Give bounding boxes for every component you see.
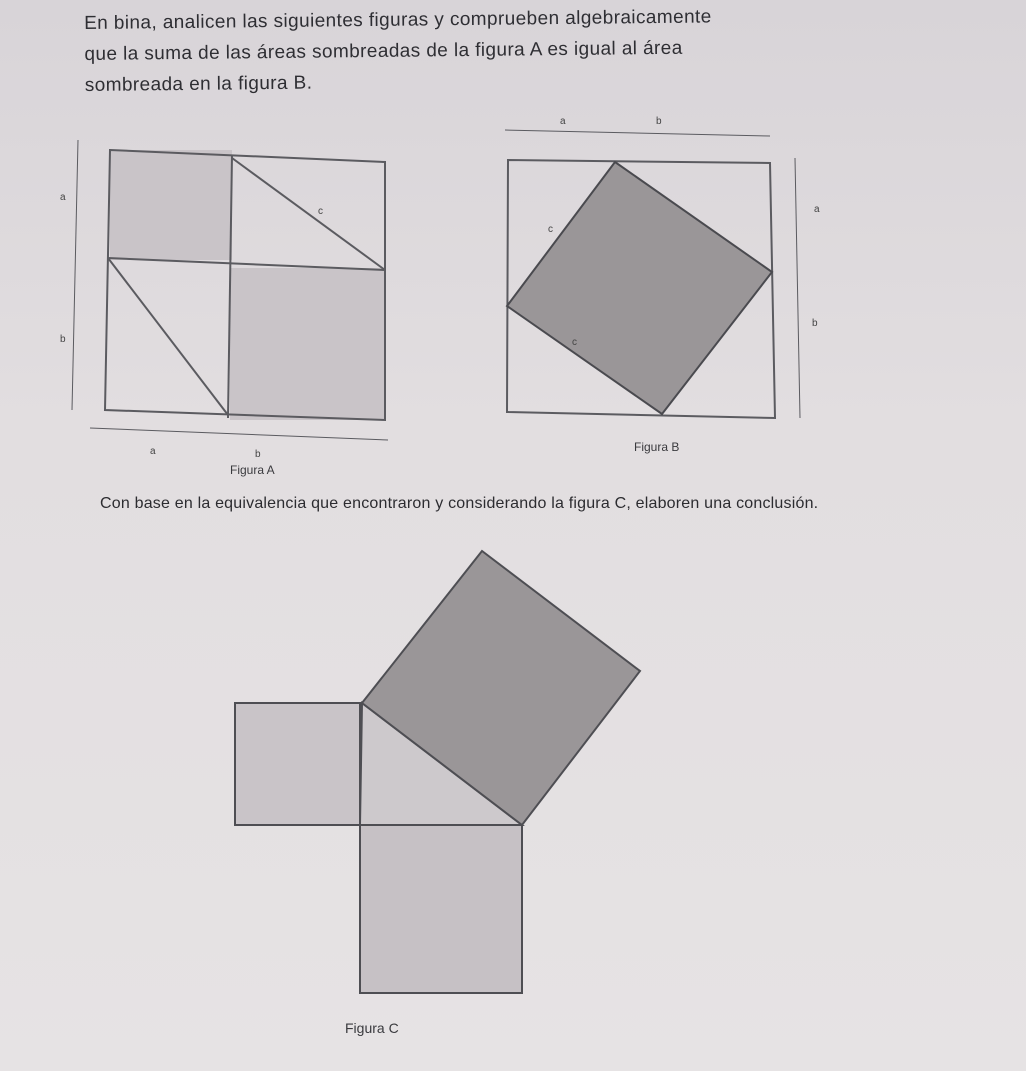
figure-b-label-b-top: b	[656, 116, 662, 127]
conclusion-instruction: Con base en la equivalencia que encontraron y considerando la figura C, elaboren una conclusión.	[100, 495, 819, 512]
figure-a-label-b-bottom: b	[255, 449, 261, 460]
figure-a-top-left-square	[110, 150, 232, 260]
figure-b-top-measure-line	[505, 130, 770, 136]
figure-a-bottom-right-square	[230, 268, 385, 420]
figure-b	[505, 130, 800, 418]
figure-c	[235, 551, 640, 993]
figure-b-label-b-right: b	[812, 318, 818, 329]
figure-a	[72, 140, 388, 440]
figure-b-caption: Figura B	[634, 440, 680, 454]
instructions-line-3: sombreada en la figura B.	[84, 72, 313, 96]
figure-b-label-c-lower: c	[572, 337, 577, 348]
figure-a-caption: Figura A	[230, 463, 275, 477]
figure-a-label-b-side: b	[60, 334, 66, 345]
figure-a-label-a-side: a	[60, 192, 66, 203]
instructions-line-2: que la suma de las áreas sombreadas de la figura A es igual al área	[84, 37, 683, 65]
figure-c-left-square	[235, 703, 360, 825]
figure-c-caption: Figura C	[345, 1020, 399, 1036]
figure-a-top-diagonal	[232, 158, 385, 270]
figure-b-right-measure-line	[795, 158, 800, 418]
figure-a-bottom-measure-line	[90, 428, 388, 440]
figure-a-label-a-bottom: a	[150, 446, 156, 457]
figure-b-tilted-square	[507, 162, 772, 414]
instructions-line-1: En bina, analicen las siguientes figuras y comprueben algebraicamente	[84, 6, 712, 34]
figure-a-label-c: c	[318, 206, 323, 217]
figure-b-label-a-top: a	[560, 116, 566, 127]
figure-b-label-a-right: a	[814, 204, 820, 215]
figure-b-label-c-upper: c	[548, 224, 553, 235]
figure-a-bottom-diagonal	[108, 258, 228, 415]
figure-c-bottom-square	[360, 825, 522, 993]
figure-a-left-measure-line	[72, 140, 78, 410]
